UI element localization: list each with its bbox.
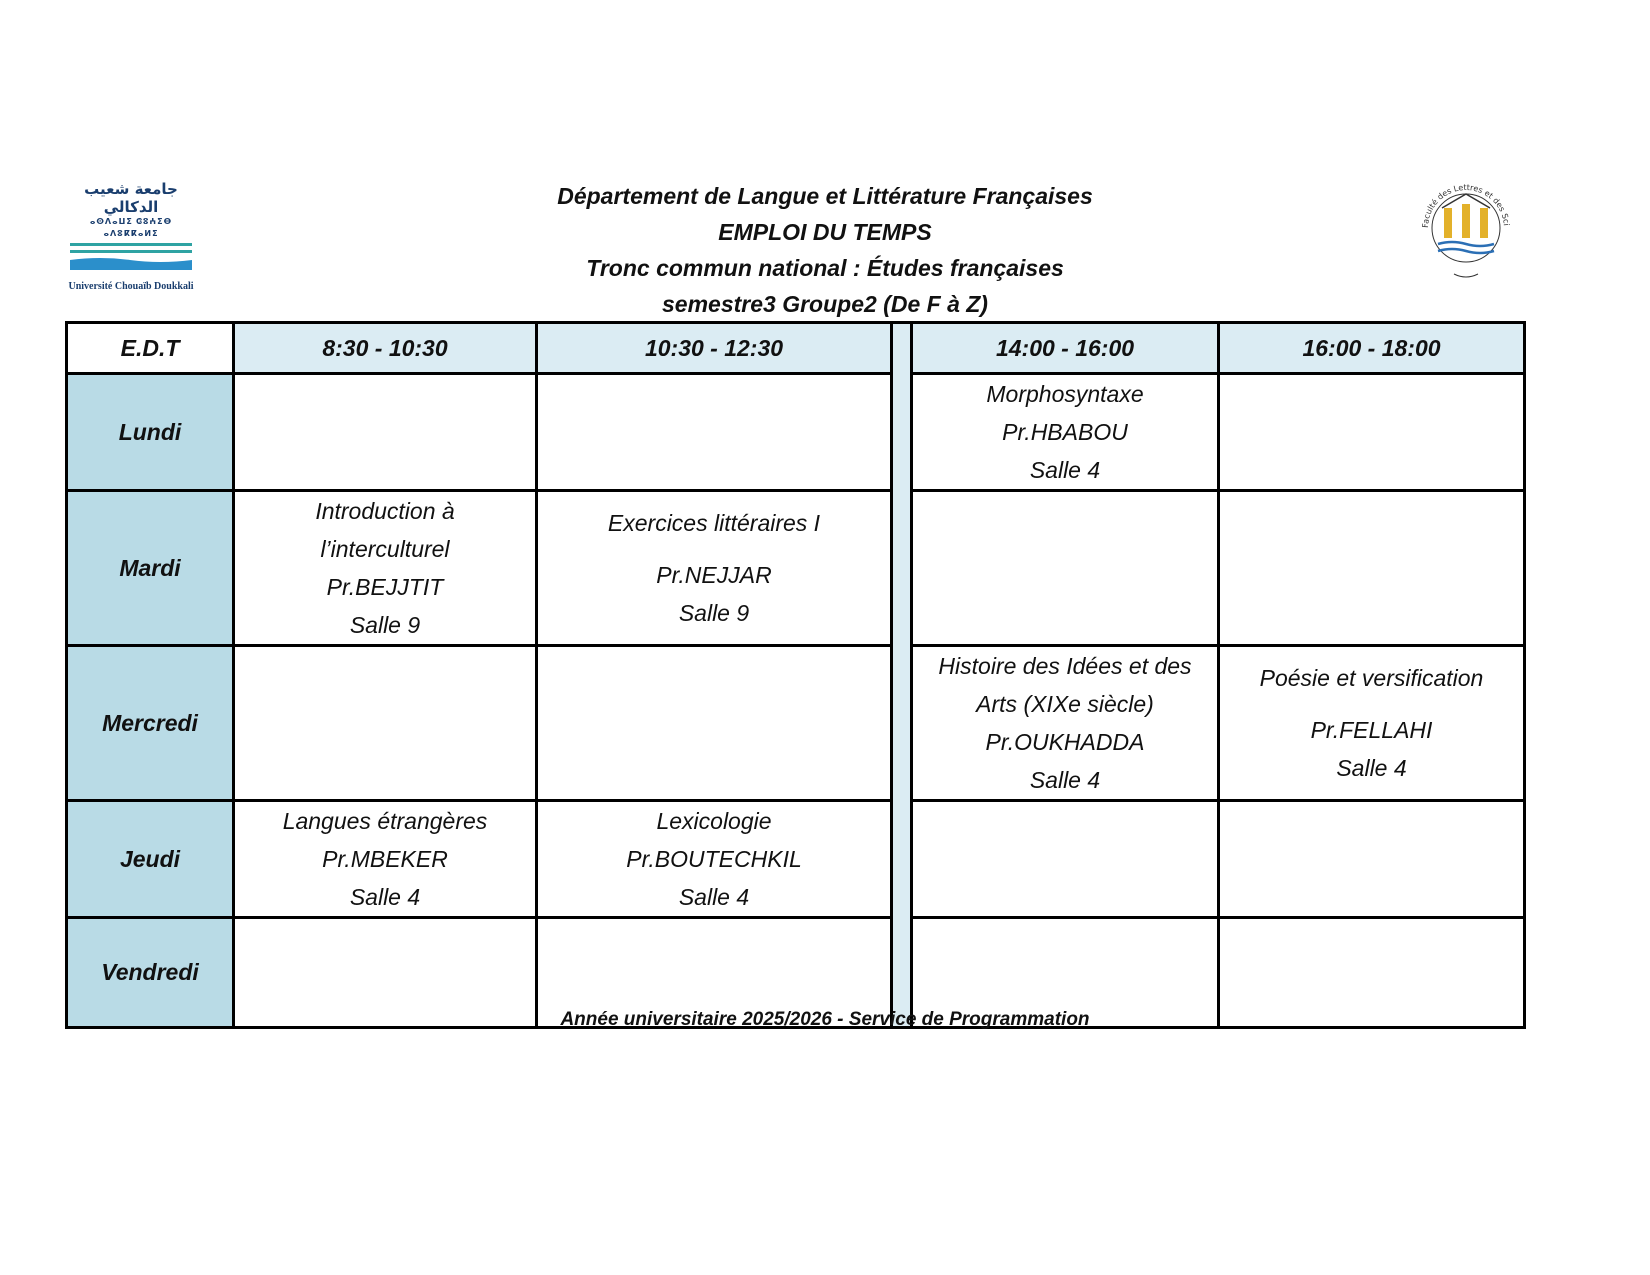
course-block (538, 802, 890, 916)
spacer (538, 542, 890, 556)
lunch-break-separator (892, 374, 912, 491)
course-line: Pr.BOUTECHKIL (626, 846, 802, 872)
course-block (913, 375, 1217, 489)
faculty-arc-text: Faculté des Lettres et des Sci (1420, 182, 1511, 229)
course-line: Exercices littéraires I (607, 510, 821, 536)
course-line: Poésie et versification (1259, 665, 1484, 691)
time-slot-header: 10:30 - 12:30 (537, 323, 892, 374)
schedule-cell (234, 491, 537, 646)
course-line: Pr.HBABOU (1002, 419, 1128, 445)
course-line: Salle 4 (1336, 755, 1407, 781)
course-line: Salle 4 (1029, 457, 1101, 483)
faculty-logo (1414, 172, 1518, 286)
course-line: Introduction à (315, 498, 455, 524)
day-row (67, 491, 1525, 646)
lunch-break-separator (892, 491, 912, 646)
schedule-cell (912, 646, 1219, 801)
document-title: EMPLOI DU TEMPS (718, 219, 932, 245)
schedule-cell (1219, 374, 1525, 491)
timetable-header-row (67, 323, 1525, 374)
university-logo (66, 180, 196, 292)
schedule-cell (537, 801, 892, 918)
course-line: Langues étrangères (282, 808, 488, 834)
course-line: Pr.MBEKER (322, 846, 448, 872)
day-label: Jeudi (67, 801, 234, 918)
course-block (235, 492, 535, 644)
spacer (1220, 697, 1523, 711)
group-title: semestre3 Groupe2 (De F à Z) (662, 291, 988, 317)
schedule-cell (234, 801, 537, 918)
course-line: Arts (XIXe siècle) (976, 691, 1154, 717)
schedule-cell (1219, 491, 1525, 646)
schedule-cell (1219, 646, 1525, 801)
document-header (0, 178, 1650, 322)
course-line: l’interculturel (320, 536, 450, 562)
course-line: Pr.NEJJAR (656, 562, 772, 588)
course-block (913, 647, 1217, 799)
course-line: Pr.FELLAHI (1310, 717, 1433, 743)
program-title: Tronc commun national : Études françaises (586, 255, 1064, 281)
day-label: Lundi (67, 374, 234, 491)
course-line: Lexicologie (656, 808, 772, 834)
course-block (1220, 659, 1523, 787)
university-wave-icon (66, 240, 196, 272)
timetable (65, 321, 1526, 1029)
course-line: Pr.BEJJTIT (326, 574, 444, 600)
schedule-cell (537, 374, 892, 491)
course-line: Salle 9 (349, 612, 421, 638)
course-line: Salle 4 (678, 884, 750, 910)
course-line: Salle 9 (678, 600, 750, 626)
department-title: Département de Langue et Littérature Françaises (557, 183, 1093, 209)
course-line: Morphosyntaxe (986, 381, 1144, 407)
schedule-cell (912, 374, 1219, 491)
day-label: Mardi (67, 491, 234, 646)
day-label: Mercredi (67, 646, 234, 801)
schedule-cell (912, 491, 1219, 646)
course-line: Pr.OUKHADDA (985, 729, 1145, 755)
lunch-break-separator (892, 801, 912, 918)
course-block (235, 802, 535, 916)
schedule-cell (234, 646, 537, 801)
university-latin-name: Université Chouaïb Doukkali (68, 281, 194, 292)
schedule-cell (537, 646, 892, 801)
course-line: Salle 4 (1029, 767, 1101, 793)
university-arabic-name: جامعة شعيب الدكالي (84, 180, 178, 216)
faculty-emblem-icon (1414, 172, 1518, 286)
day-row (67, 374, 1525, 491)
schedule-cell (234, 374, 537, 491)
lunch-break-separator (892, 323, 912, 374)
corner-header: E.D.T (67, 323, 234, 374)
course-line: Histoire des Idées et des (938, 653, 1192, 679)
schedule-cell (1219, 801, 1525, 918)
schedule-cell (537, 491, 892, 646)
footer-note: Année universitaire 2025/2026 - Service de Programmation (560, 1009, 1090, 1030)
time-slot-header: 16:00 - 18:00 (1219, 323, 1525, 374)
time-slot-header: 8:30 - 10:30 (234, 323, 537, 374)
day-row (67, 801, 1525, 918)
course-block (538, 504, 890, 632)
day-row (67, 646, 1525, 801)
university-tifinagh-name: ⴰⵙⴷⴰⵡⵉ ⵛⵓⵄⵉⴱ ⴰⴷⵓⴽⴽⴰⵍⵉ (89, 217, 173, 238)
time-slot-header: 14:00 - 16:00 (912, 323, 1219, 374)
course-line: Salle 4 (349, 884, 421, 910)
lunch-break-separator (892, 646, 912, 801)
schedule-cell (912, 801, 1219, 918)
day-label: Vendredi (67, 918, 234, 1028)
